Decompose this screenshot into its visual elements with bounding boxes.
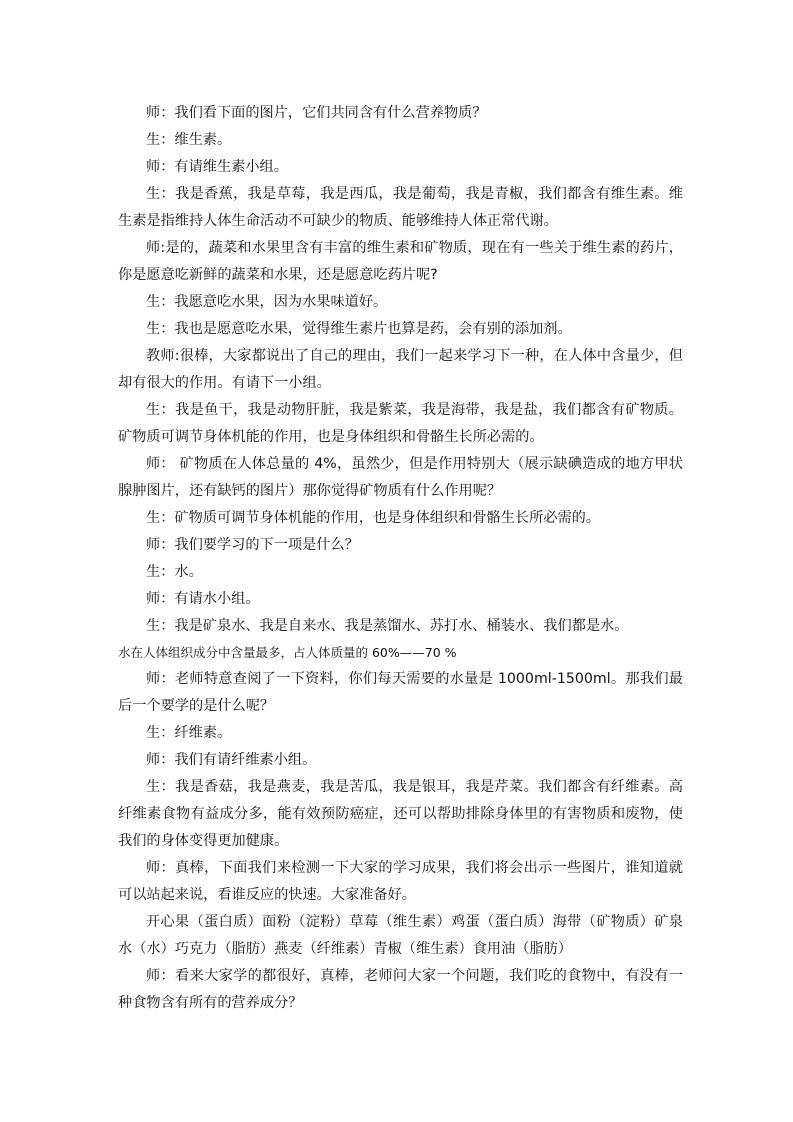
paragraph-5: 师:是的，蔬菜和水果里含有丰富的维生素和矿物质，现在有一些关于维生素的药片，你是愿意吃新鲜的蔬菜和水果，还是愿意吃药片呢? <box>118 240 683 283</box>
paragraph-3: 师：有请维生素小组。 <box>146 159 288 175</box>
paragraph-15: 生：我是矿泉水、我是自来水、我是蒸馏水、苏打水、桶装水、我们都是水。 <box>146 618 629 634</box>
paragraph-9: 生：我是鱼干，我是动物肝脏，我是紫菜，我是海带，我是盐，我们都含有矿物质。矿物质可调节身体机能的作用，也是身体组织和骨骼生长所必需的。 <box>118 402 683 445</box>
paragraph-21: 师：真棒，下面我们来检测一下大家的学习成果，我们将会出示一些图片，谁知道就可以站起来说，看谁反应的快速。大家准备好。 <box>118 860 683 903</box>
paragraph-10: 师： 矿物质在人体总量的 4%，虽然少，但是作用特别大（展示缺碘造成的地方甲状腺肿图片，还有缺钙的图片）那你觉得矿物质有什么作用呢？ <box>118 456 683 499</box>
paragraph-6: 生：我愿意吃水果，因为水果味道好。 <box>146 294 388 310</box>
paragraph-7: 生：我也是愿意吃水果，觉得维生素片也算是药，会有别的添加剂。 <box>146 321 572 337</box>
paragraph-19: 师：我们有请纤维素小组。 <box>146 752 317 768</box>
paragraph-13: 生：水。 <box>146 564 203 580</box>
paragraph-23: 师：看来大家学的都很好，真棒，老师问大家一个问题，我们吃的食物中，有没有一种食物含有所有的营养成分？ <box>118 968 683 1011</box>
paragraph-17: 师：老师特意查阅了一下资料，你们每天需要的水量是 1000ml-1500ml。那我们最后一个要学的是什么呢？ <box>118 671 683 714</box>
paragraph-14: 师：有请水小组。 <box>146 591 260 607</box>
paragraph-8: 教师:很棒，大家都说出了自己的理由，我们一起来学习下一种，在人体中含量少，但却有很大的作用。有请下一小组。 <box>118 348 683 391</box>
paragraph-22: 开心果（蛋白质）面粉（淀粉）草莓（维生素）鸡蛋（蛋白质）海带（矿物质）矿泉水（水）巧克力（脂肪）燕麦（纤维素）青椒（维生素）食用油（脂肪） <box>118 914 683 957</box>
paragraph-1: 师：我们看下面的图片，它们共同含有什么营养物质？ <box>146 105 487 121</box>
document-page <box>118 100 683 1017</box>
paragraph-20: 生：我是香菇，我是燕麦，我是苦瓜，我是银耳，我是芹菜。我们都含有纤维素。高纤维素食物有益成分多，能有效预防癌症，还可以帮助排除身体里的有害物质和废物，使我们的身体变得更加健康。 <box>118 779 683 849</box>
paragraph-16: 水在人体组织成分中含量最多，占人体质量的 60%——70 % <box>118 645 457 660</box>
paragraph-4: 生：我是香蕉，我是草莓，我是西瓜，我是葡萄，我是青椒，我们都含有维生素。维生素是指维持人体生命活动不可缺少的物质、能够维持人体正常代谢。 <box>118 186 683 229</box>
paragraph-2: 生：维生素。 <box>146 132 232 148</box>
paragraph-18: 生：纤维素。 <box>146 725 232 741</box>
paragraph-12: 师：我们要学习的下一项是什么？ <box>146 537 359 553</box>
paragraph-11: 生：矿物质可调节身体机能的作用，也是身体组织和骨骼生长所必需的。 <box>146 510 601 526</box>
